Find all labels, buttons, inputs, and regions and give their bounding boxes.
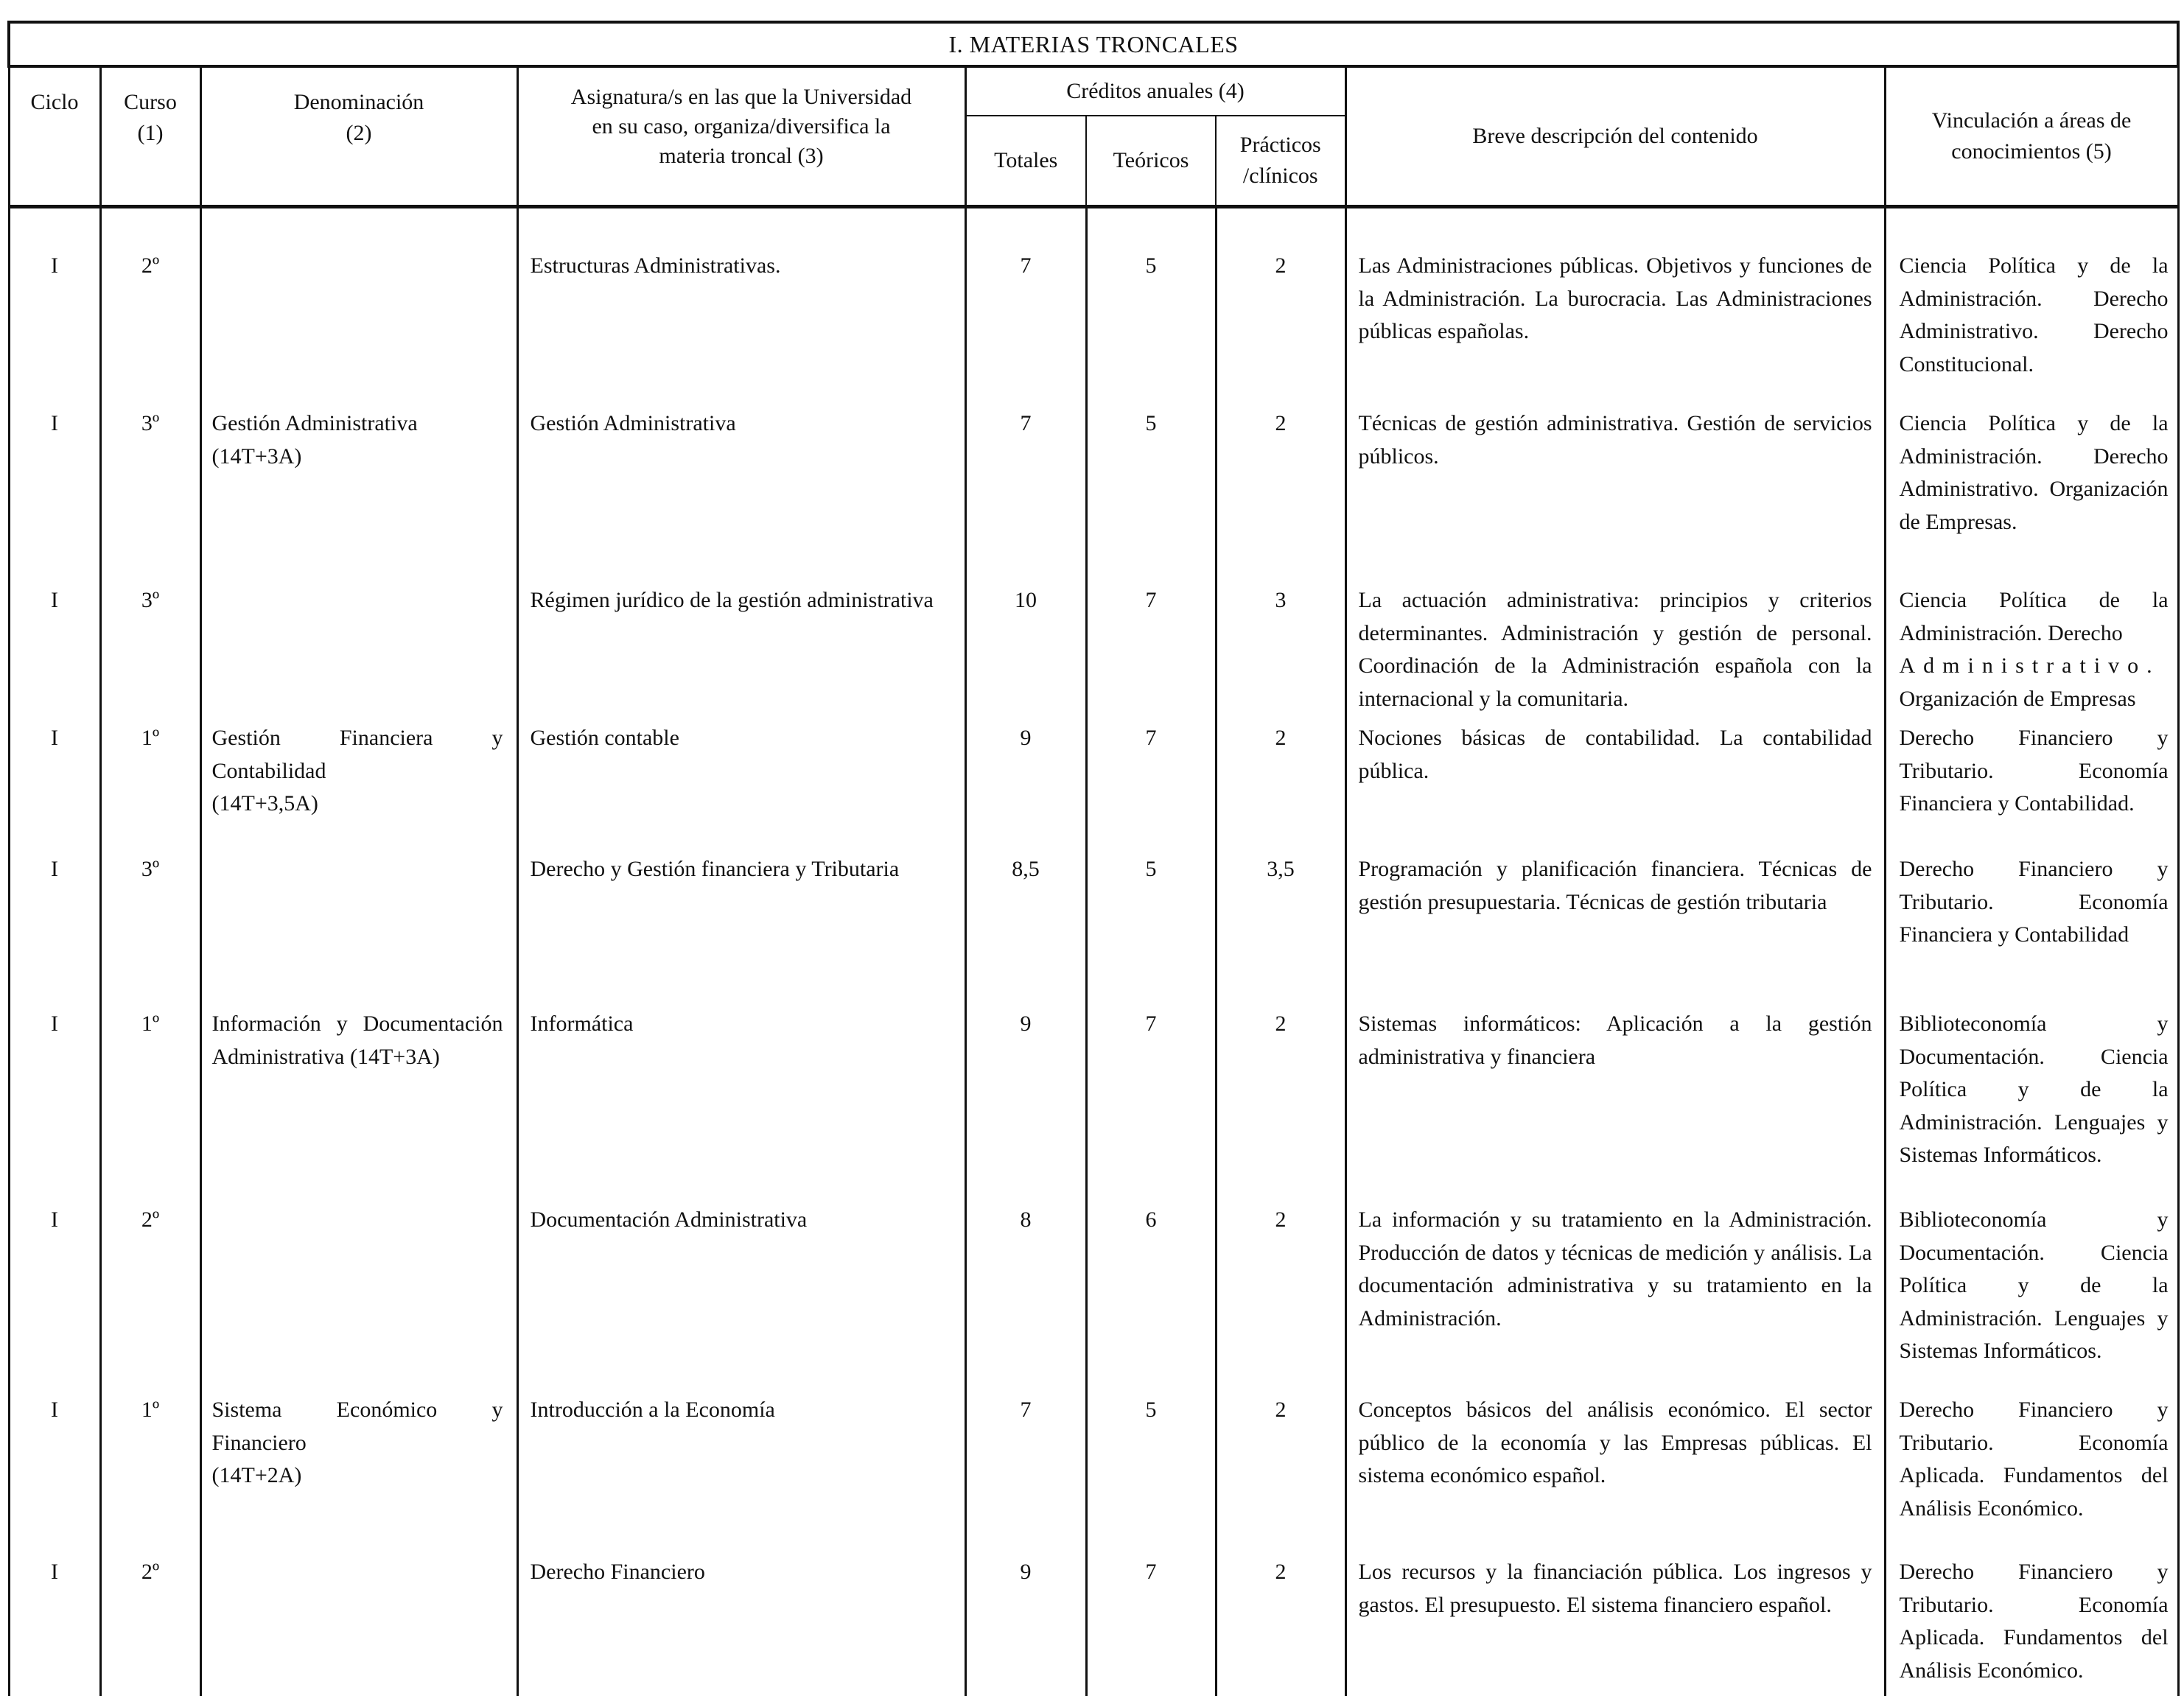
- cell-teoricos: 6: [1086, 1204, 1216, 1394]
- header-curso-note: (1): [137, 121, 164, 145]
- table-row: [9, 1008, 2178, 1204]
- header-teoricos: Teóricos: [1086, 116, 1216, 207]
- header-practicos-line1: Prácticos: [1239, 133, 1321, 157]
- cell-asignatura: Informática: [517, 1008, 965, 1204]
- table-title: I. MATERIAS TRONCALES: [9, 22, 2178, 66]
- cell-totales: 8,5: [965, 853, 1086, 1008]
- cell-totales: 8: [965, 1204, 1086, 1394]
- cell-denominacion: Información y Documentación Administrativa (14T+3A): [200, 1008, 517, 1204]
- table-row: [9, 1556, 2178, 1696]
- header-row: [9, 66, 2178, 116]
- cell-descripcion: La información y su tratamiento en la Administración. Producción de datos y técnicas de medición y análisis. La documentación administrativa y su tratamiento en la Administración.: [1345, 1204, 1885, 1394]
- cell-descripcion: Conceptos básicos del análisis económico. El sector público de la economía y las Empresas públicas. El sistema económico español.: [1345, 1394, 1885, 1556]
- cell-ciclo: I: [9, 853, 100, 1008]
- header-denominacion-note: (2): [346, 121, 372, 145]
- cell-curso: 3º: [100, 853, 200, 1008]
- cell-teoricos: 7: [1086, 584, 1216, 722]
- document-sheet: [7, 21, 2177, 1697]
- cell-practicos: 2: [1216, 381, 1345, 584]
- header-curso: [100, 66, 200, 207]
- cell-denominacion: [200, 722, 517, 853]
- cell-vinculacion: Ciencia Política y de la Administración. Derecho Administrativo. Derecho Constitucional.: [1885, 207, 2178, 382]
- table-row: [9, 207, 2178, 382]
- cell-descripcion: Técnicas de gestión administrativa. Gestión de servicios públicos.: [1345, 381, 1885, 584]
- cell-vinculacion: Derecho Financiero y Tributario. Economía Aplicada. Fundamentos del Análisis Económico.: [1885, 1556, 2178, 1696]
- cell-vinculacion: Derecho Financiero y Tributario. Economía Financiera y Contabilidad: [1885, 853, 2178, 1008]
- cell-ciclo: I: [9, 1556, 100, 1696]
- table-row: [9, 722, 2178, 853]
- header-vinculacion-line1: Vinculación a áreas de: [1931, 108, 2132, 133]
- cell-asignatura: Introducción a la Economía: [517, 1394, 965, 1556]
- cell-ciclo: I: [9, 1394, 100, 1556]
- cell-denominacion: [200, 207, 517, 382]
- cell-descripcion: Nociones básicas de contabilidad. La contabilidad pública.: [1345, 722, 1885, 853]
- cell-descripcion: La actuación administrativa: principios y criterios determinantes. Administración y gestión de personal. Coordinación de la Administración española con la internacional y la comunitaria.: [1345, 584, 1885, 722]
- cell-descripcion: Las Administraciones públicas. Objetivos y funciones de la Administración. La burocracia. Las Administraciones públicas españolas.: [1345, 207, 1885, 382]
- cell-curso: 3º: [100, 381, 200, 584]
- header-asignatura-line3: materia troncal (3): [659, 144, 824, 168]
- cell-denominacion-name: Sistema Económico y Financiero: [211, 1398, 503, 1455]
- cell-ciclo: I: [9, 1204, 100, 1394]
- table-row: [9, 381, 2178, 584]
- cell-vinculacion-line2: Administrativo.: [1899, 653, 2160, 678]
- cell-ciclo: I: [9, 722, 100, 853]
- cell-denominacion: [200, 853, 517, 1008]
- table-row: [9, 1204, 2178, 1394]
- table-row: [9, 853, 2178, 1008]
- cell-vinculacion: Derecho Financiero y Tributario. Economía Financiera y Contabilidad.: [1885, 722, 2178, 853]
- header-asignatura-line1: Asignatura/s en las que la Universidad: [570, 85, 912, 109]
- header-practicos-line2: /clínicos: [1242, 164, 1318, 188]
- header-asignatura-line2: en su caso, organiza/diversifica la: [592, 114, 891, 139]
- cell-asignatura: Gestión contable: [517, 722, 965, 853]
- cell-denominacion-credits: (14T+2A): [211, 1463, 302, 1487]
- header-asignatura: [517, 66, 965, 207]
- cell-totales: 7: [965, 207, 1086, 382]
- cell-curso: 2º: [100, 207, 200, 382]
- cell-practicos: 2: [1216, 1008, 1345, 1204]
- cell-curso: 2º: [100, 1204, 200, 1394]
- cell-asignatura: Derecho y Gestión financiera y Tributaria: [517, 853, 965, 1008]
- cell-practicos: 2: [1216, 1204, 1345, 1394]
- cell-denominacion: [200, 1556, 517, 1696]
- cell-ciclo: I: [9, 1008, 100, 1204]
- cell-vinculacion: Derecho Financiero y Tributario. Economía Aplicada. Fundamentos del Análisis Económico.: [1885, 1394, 2178, 1556]
- cell-practicos: 3,5: [1216, 853, 1345, 1008]
- cell-vinculacion: Biblioteconomía y Documentación. Ciencia Política y de la Administración. Lenguajes y Sistemas Informáticos.: [1885, 1008, 2178, 1204]
- cell-practicos: 2: [1216, 722, 1345, 853]
- cell-vinculacion-line1: Ciencia Política de la Administración. Derecho: [1899, 588, 2169, 645]
- cell-curso: 1º: [100, 722, 200, 853]
- cell-curso: 3º: [100, 584, 200, 722]
- cell-curso: 2º: [100, 1556, 200, 1696]
- cell-vinculacion: Biblioteconomía y Documentación. Ciencia Política y de la Administración. Lenguajes y Sistemas Informáticos.: [1885, 1204, 2178, 1394]
- cell-ciclo: I: [9, 381, 100, 584]
- cell-practicos: 3: [1216, 584, 1345, 722]
- header-vinculacion: [1885, 66, 2178, 207]
- header-denominacion: [200, 66, 517, 207]
- cell-descripcion: Programación y planificación financiera. Técnicas de gestión presupuestaria. Técnicas de gestión tributaria: [1345, 853, 1885, 1008]
- cell-denominacion-name: Gestión Financiera y Contabilidad: [211, 726, 503, 783]
- cell-teoricos: 7: [1086, 722, 1216, 853]
- cell-descripcion: Sistemas informáticos: Aplicación a la gestión administrativa y financiera: [1345, 1008, 1885, 1204]
- header-practicos: [1216, 116, 1345, 207]
- cell-totales: 9: [965, 722, 1086, 853]
- table-row: [9, 584, 2178, 722]
- cell-ciclo: I: [9, 207, 100, 382]
- materias-troncales-table: [7, 21, 2180, 1696]
- cell-asignatura: Gestión Administrativa: [517, 381, 965, 584]
- table-title-row: [9, 22, 2178, 66]
- cell-totales: 7: [965, 381, 1086, 584]
- cell-teoricos: 5: [1086, 853, 1216, 1008]
- cell-asignatura: Régimen jurídico de la gestión administrativa: [517, 584, 965, 722]
- cell-ciclo: I: [9, 584, 100, 722]
- cell-totales: 7: [965, 1394, 1086, 1556]
- cell-denominacion-credits: (14T+3,5A): [211, 791, 318, 816]
- header-creditos: Créditos anuales (4): [965, 66, 1345, 116]
- cell-practicos: 2: [1216, 1556, 1345, 1696]
- cell-denominacion: [200, 584, 517, 722]
- cell-vinculacion-line3: Organización de Empresas: [1899, 686, 2136, 711]
- header-totales: Totales: [965, 116, 1086, 207]
- table-row: [9, 1394, 2178, 1556]
- cell-vinculacion: [1885, 584, 2178, 722]
- cell-denominacion: Gestión Administrativa (14T+3A): [200, 381, 517, 584]
- cell-curso: 1º: [100, 1394, 200, 1556]
- header-ciclo-label: Ciclo: [30, 90, 79, 114]
- cell-denominacion: [200, 1204, 517, 1394]
- header-ciclo: [9, 66, 100, 207]
- cell-teoricos: 5: [1086, 381, 1216, 584]
- cell-denominacion: [200, 1394, 517, 1556]
- cell-totales: 9: [965, 1008, 1086, 1204]
- cell-practicos: 2: [1216, 1394, 1345, 1556]
- cell-asignatura: Derecho Financiero: [517, 1556, 965, 1696]
- header-descripcion: Breve descripción del contenido: [1345, 66, 1885, 207]
- cell-descripcion: Los recursos y la financiación pública. Los ingresos y gastos. El presupuesto. El sistema financiero español.: [1345, 1556, 1885, 1696]
- cell-teoricos: 7: [1086, 1556, 1216, 1696]
- cell-curso: 1º: [100, 1008, 200, 1204]
- cell-teoricos: 5: [1086, 207, 1216, 382]
- cell-teoricos: 7: [1086, 1008, 1216, 1204]
- cell-asignatura: Estructuras Administrativas.: [517, 207, 965, 382]
- cell-asignatura: Documentación Administrativa: [517, 1204, 965, 1394]
- cell-totales: 10: [965, 584, 1086, 722]
- cell-totales: 9: [965, 1556, 1086, 1696]
- cell-teoricos: 5: [1086, 1394, 1216, 1556]
- header-denominacion-label: Denominación: [293, 90, 424, 114]
- cell-practicos: 2: [1216, 207, 1345, 382]
- header-vinculacion-line2: conocimientos (5): [1951, 139, 2112, 164]
- header-curso-label: Curso: [124, 90, 177, 114]
- cell-vinculacion: Ciencia Política y de la Administración. Derecho Administrativo. Organización de Empresas.: [1885, 381, 2178, 584]
